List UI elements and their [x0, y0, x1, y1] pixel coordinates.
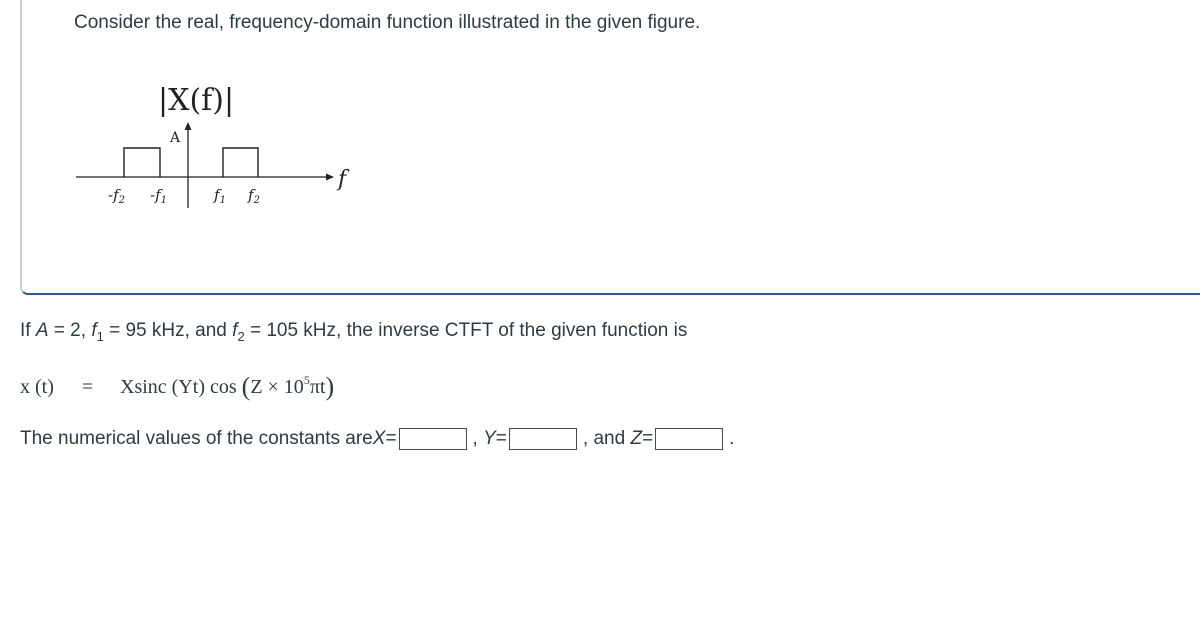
left-pulse — [124, 148, 160, 177]
figure-title: |X(f)| — [158, 83, 235, 118]
label-Z: Z — [630, 428, 643, 449]
answer-input-x[interactable] — [399, 428, 467, 450]
tick-label-neg-f1: $-f_1$ — [150, 186, 167, 206]
tick-label-neg-f2: $-f_2$ — [108, 186, 125, 206]
var-f2: f — [232, 320, 238, 341]
equation — [20, 372, 334, 402]
equation-equals: = — [82, 376, 94, 398]
answers-line: The numerical values of the constants are X = , Y = , and Z = . — [20, 428, 735, 449]
tick-label-f1: $f_1$ — [214, 186, 226, 206]
spectrum-svg — [70, 70, 370, 220]
problem-statement: If A = 2, $f_1 = 95$ kHz, and $f_2 = 105$ kHz, the inverse CTFT of the given function is — [20, 320, 688, 344]
equation-lhs: x (t) — [20, 376, 54, 398]
intro-text: Consider the real, frequency-domain function illustrated in the given figure. — [74, 12, 701, 33]
var-A: A — [35, 320, 49, 341]
right-pulse — [223, 148, 258, 177]
axis-label-f: f — [338, 167, 347, 192]
equation-rhs: Xsinc (Yt) $\cos (Z \times 10^5\pi t)$ — [120, 372, 335, 401]
var-f1: f — [91, 320, 97, 341]
label-Y: Y — [483, 428, 496, 449]
answer-input-z[interactable] — [655, 428, 723, 450]
vertical-axis-arrow — [185, 122, 192, 130]
answer-input-y[interactable] — [509, 428, 577, 450]
spectrum-figure — [70, 70, 370, 220]
label-X: X — [372, 428, 386, 449]
horizontal-axis-arrow — [326, 174, 334, 181]
tick-label-f2: $f_2$ — [248, 186, 260, 206]
amplitude-label: A — [170, 130, 181, 146]
